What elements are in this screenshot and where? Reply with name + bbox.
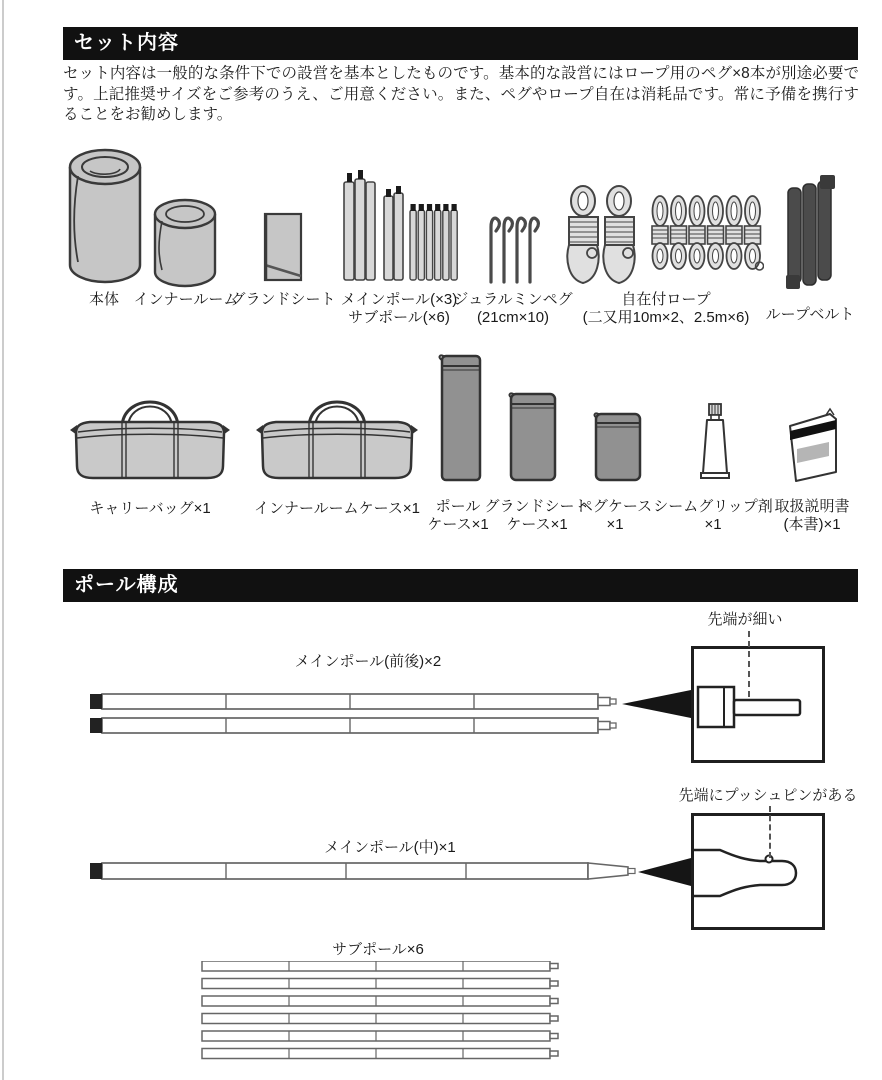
tip-detail-box-1 xyxy=(691,646,825,763)
seam-grip-tube-icon xyxy=(698,402,732,482)
main-poles-front-rear-drawing xyxy=(88,692,644,738)
item-label-pegs: ジュラルミンペグ xyxy=(453,291,573,308)
pole-case-icon xyxy=(436,350,484,484)
item-label-carry-bag: キャリーバッグ×1 xyxy=(89,500,211,517)
sub-poles-drawing xyxy=(200,961,566,1061)
peg-case-icon xyxy=(590,406,644,484)
pole-structure-title: ポール構成 xyxy=(74,574,179,596)
item-label-sub-poles: サブポール(×6) xyxy=(348,309,450,326)
item-label-ropes: 自在付ロープ xyxy=(621,291,711,308)
set-contents-title: セット内容 xyxy=(74,32,179,54)
callout-tip-thin: 先端が細い xyxy=(707,611,783,628)
ground-sheet-icon xyxy=(262,212,304,284)
item-label-main-poles: メインポール(×3) xyxy=(340,291,458,308)
tip-detail-box-2 xyxy=(691,813,825,930)
thin-tip-drawing xyxy=(694,649,822,760)
inner-room-roll-icon xyxy=(152,197,218,289)
guy-ropes-icon xyxy=(566,184,764,290)
zoom-arrow-1 xyxy=(622,689,691,719)
item-label-tent-body: 本体 xyxy=(88,291,120,308)
item-label-ground-sheet: グランドシート xyxy=(230,291,336,308)
label-sub-poles: サブポール×6 xyxy=(332,941,424,958)
carry-bag-icon xyxy=(66,386,234,484)
item-label-inner-room: インナールーム xyxy=(133,291,239,308)
inner-room-case-icon xyxy=(252,386,422,484)
item-label-pole-case-count: ケース×1 xyxy=(427,516,489,533)
loop-belt-icon xyxy=(786,175,836,293)
manual-booklet-icon xyxy=(782,406,840,482)
item-label-ground-sheet-case-count: ケース×1 xyxy=(506,516,568,533)
main-pole-center-drawing xyxy=(88,856,644,886)
set-contents-description: セット内容は一般的な条件下での設営を基本としたものです。基本的な設営にはロープ用のペグ×8本が別途必要です。上記推奨サイズをご参考のうえ、ご用意ください。また、ペグやロープ自在は消耗品です。常に予備を携行することをお勧めします。 xyxy=(63,65,859,123)
item-label-ropes-size: (二又用10m×2、2.5m×6) xyxy=(582,309,750,326)
callout-dash-line-1 xyxy=(748,631,750,697)
item-label-inner-room-case: インナールームケース×1 xyxy=(253,500,421,517)
item-label-ground-sheet-case: グランドシート xyxy=(484,498,590,515)
item-label-manual-count: (本書)×1 xyxy=(783,516,841,533)
pole-bundles-icon xyxy=(340,170,460,284)
label-main-pole-front-rear: メインポール(前後)×2 xyxy=(294,653,442,670)
section-header-pole-structure xyxy=(63,569,858,602)
item-label-peg-case-count: ×1 xyxy=(606,516,624,533)
ground-sheet-case-icon xyxy=(504,386,560,484)
item-label-pole-case: ポール xyxy=(435,498,481,515)
scan-edge-line xyxy=(2,0,4,1080)
item-label-loop-belt: ループベルト xyxy=(765,306,855,323)
zoom-arrow-2 xyxy=(638,857,691,887)
section-header-set-contents xyxy=(63,27,858,60)
item-label-pegs-size: (21cm×10) xyxy=(476,309,550,326)
duralumin-pegs-icon xyxy=(486,212,542,284)
item-label-peg-case: ペグケース xyxy=(577,498,653,515)
push-pin-tip-drawing xyxy=(694,816,822,927)
callout-dash-line-2 xyxy=(769,806,771,858)
item-label-seam-grip-count: ×1 xyxy=(704,516,722,533)
callout-push-pin: 先端にプッシュピンがある xyxy=(678,787,858,804)
item-label-manual: 取扱説明書 xyxy=(774,498,850,515)
item-label-seam-grip: シームグリップ剤 xyxy=(653,498,773,515)
tent-body-roll-icon xyxy=(66,146,144,288)
label-main-pole-center: メインポール(中)×1 xyxy=(324,839,456,856)
